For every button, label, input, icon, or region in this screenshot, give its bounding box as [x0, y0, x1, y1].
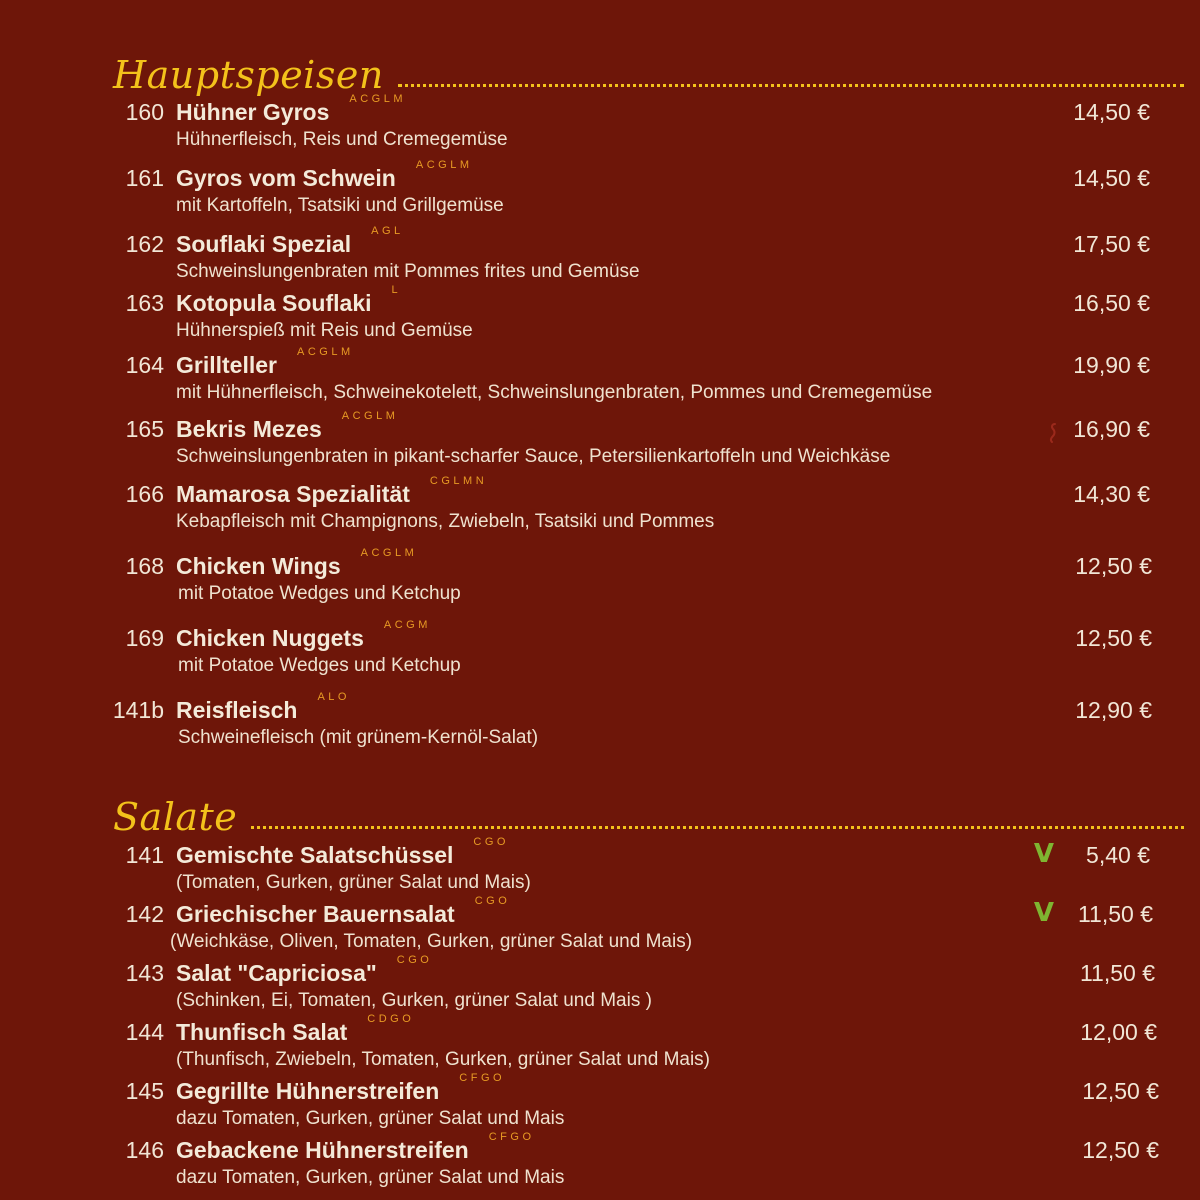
item-description: mit Hühnerfleisch, Schweinekotelett, Schweinslungenbraten, Pommes und Cremegemüse	[176, 382, 933, 403]
item-number: 162	[125, 231, 164, 257]
item-name: Gebackene Hühnerstreifen CFGO	[176, 1131, 535, 1163]
allergen-codes: CGLMN	[429, 475, 488, 487]
allergen-codes: ALO	[317, 691, 350, 703]
item-number: 163	[125, 290, 164, 316]
item-description: Kebapfleisch mit Champignons, Zwiebeln, Tsatsiki und Pommes	[176, 511, 715, 532]
item-number: 165	[125, 416, 164, 442]
allergen-codes: L	[391, 284, 402, 296]
item-description: (Thunfisch, Zwiebeln, Tomaten, Gurken, grüner Salat und Mais)	[176, 1049, 711, 1070]
item-name: Chicken Nuggets ACGM	[176, 619, 431, 651]
section-title: Salate	[113, 795, 238, 839]
allergen-codes: CFGO	[488, 1131, 535, 1143]
dotted-leader	[251, 826, 1184, 829]
item-price: 16,50 €	[1073, 290, 1150, 316]
vegetarian-icon: V	[1033, 839, 1054, 869]
menu-item	[0, 836, 1200, 902]
section-heading-salate	[113, 786, 1184, 839]
item-number: 166	[125, 481, 164, 507]
item-name: Hühner Gyros ACGLM	[176, 93, 406, 125]
allergen-codes: ACGLM	[296, 346, 354, 358]
item-name: Reisfleisch ALO	[176, 691, 350, 723]
item-price: 14,50 €	[1073, 165, 1150, 191]
chili-icon	[1046, 422, 1060, 444]
allergen-codes: CFGO	[459, 1072, 506, 1084]
menu-item	[0, 1131, 1200, 1197]
allergen-codes: CGO	[396, 954, 433, 966]
menu-item	[0, 159, 1200, 225]
item-price: 12,00 €	[1080, 1019, 1157, 1045]
vegetarian-icon: V	[1033, 898, 1054, 928]
allergen-codes: ACGLM	[341, 410, 399, 422]
item-price: 11,50 €	[1079, 960, 1155, 986]
menu-item	[0, 895, 1200, 961]
item-number: 160	[125, 99, 164, 125]
item-description: dazu Tomaten, Gurken, grüner Salat und Mais	[176, 1167, 565, 1188]
item-name: Salat "Capriciosa" CGO	[176, 954, 433, 986]
menu-item	[0, 547, 1200, 613]
menu-item	[0, 410, 1200, 476]
item-name: Kotopula Souflaki L	[176, 284, 402, 316]
item-price: 12,50 €	[1075, 553, 1152, 579]
item-description: Schweinefleisch (mit grünem-Kernöl-Salat)	[178, 727, 539, 748]
item-price: 19,90 €	[1073, 352, 1150, 378]
menu-item	[0, 346, 1200, 412]
menu-item	[0, 619, 1200, 685]
item-number: 169	[125, 625, 164, 651]
item-name: Souflaki Spezial AGL	[176, 225, 404, 257]
item-number: 164	[125, 352, 164, 378]
menu-item	[0, 1072, 1200, 1138]
item-price: 16,90 €	[1073, 416, 1150, 442]
item-description: (Schinken, Ei, Tomaten, Gurken, grüner Salat und Mais )	[176, 990, 652, 1011]
item-price: 12,50 €	[1082, 1078, 1159, 1104]
allergen-codes: ACGLM	[360, 547, 418, 559]
menu-item	[0, 691, 1200, 757]
item-price: 11,50 €	[1077, 901, 1153, 927]
item-name: Griechischer Bauernsalat CGO	[176, 895, 511, 927]
item-price: 12,50 €	[1082, 1137, 1159, 1163]
allergen-codes: CDGO	[367, 1013, 415, 1025]
item-number: 146	[125, 1137, 164, 1163]
item-description: dazu Tomaten, Gurken, grüner Salat und Mais	[176, 1108, 565, 1129]
item-description: (Weichkäse, Oliven, Tomaten, Gurken, grüner Salat und Mais)	[170, 931, 693, 952]
item-description: mit Potatoe Wedges und Ketchup	[178, 655, 461, 676]
item-number: 144	[125, 1019, 164, 1045]
item-number: 145	[125, 1078, 164, 1104]
item-name: Gemischte Salatschüssel CGO	[176, 836, 509, 868]
item-name: Mamarosa Spezialität CGLMN	[176, 475, 488, 507]
item-name: Gegrillte Hühnerstreifen CFGO	[176, 1072, 506, 1104]
item-number: 142	[125, 901, 164, 927]
item-description: Schweinslungenbraten in pikant-scharfer Sauce, Petersilienkartoffeln und Weichkäse	[176, 446, 891, 467]
allergen-codes: ACGM	[383, 619, 431, 631]
item-price: 14,30 €	[1073, 481, 1150, 507]
menu-item	[0, 475, 1200, 541]
allergen-codes: ACGLM	[415, 159, 473, 171]
item-description: (Tomaten, Gurken, grüner Salat und Mais)	[176, 872, 531, 893]
item-description: Schweinslungenbraten mit Pommes frites und Gemüse	[176, 261, 640, 282]
item-price: 14,50 €	[1073, 99, 1150, 125]
menu-item	[0, 225, 1200, 291]
item-number: 141	[125, 842, 164, 868]
item-description: Hühnerfleisch, Reis und Cremegemüse	[176, 129, 508, 150]
item-name: Thunfisch Salat CDGO	[176, 1013, 415, 1045]
item-number: 143	[125, 960, 164, 986]
item-price: 5,40 €	[1086, 842, 1150, 868]
item-number: 168	[125, 553, 164, 579]
allergen-codes: ACGLM	[349, 93, 406, 105]
allergen-codes: CGO	[473, 836, 509, 848]
item-name: Chicken Wings ACGLM	[176, 547, 418, 579]
allergen-codes: CGO	[474, 895, 511, 907]
item-name: Bekris Mezes ACGLM	[176, 410, 399, 442]
item-description: mit Potatoe Wedges und Ketchup	[178, 583, 461, 604]
item-price: 17,50 €	[1073, 231, 1150, 257]
menu-item	[0, 954, 1200, 1020]
item-description: mit Kartoffeln, Tsatsiki und Grillgemüse	[176, 195, 504, 216]
item-name: Gyros vom Schwein ACGLM	[176, 159, 473, 191]
item-number: 161	[125, 165, 164, 191]
menu-item	[0, 284, 1200, 350]
allergen-codes: AGL	[371, 225, 404, 237]
menu-item	[0, 1013, 1200, 1079]
dotted-leader	[398, 84, 1184, 87]
menu-item	[0, 93, 1200, 159]
item-description: Hühnerspieß mit Reis und Gemüse	[176, 320, 473, 341]
item-price: 12,50 €	[1075, 625, 1152, 651]
item-name: Grillteller ACGLM	[176, 346, 354, 378]
section-title: Hauptspeisen	[113, 53, 384, 97]
section-heading-hauptspeisen	[113, 44, 1184, 97]
item-price: 12,90 €	[1075, 697, 1152, 723]
item-number: 141b	[112, 697, 164, 723]
